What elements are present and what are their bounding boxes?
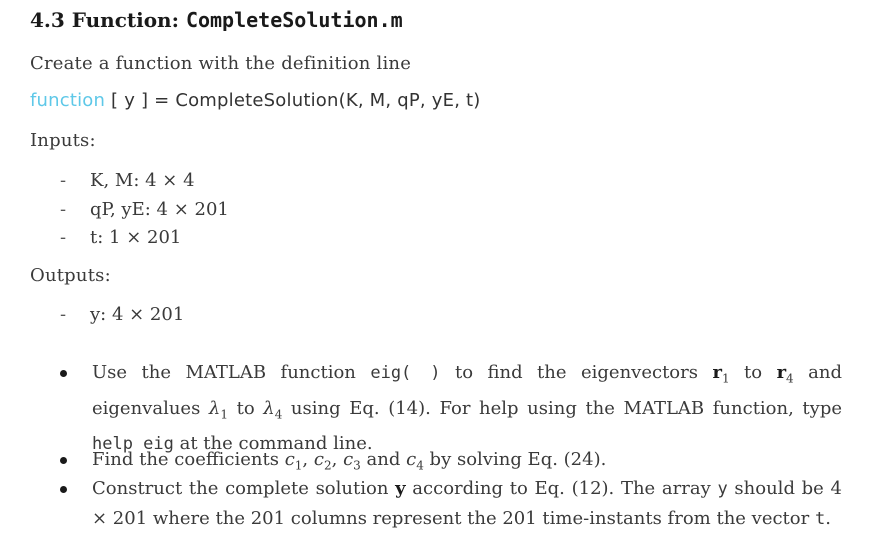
bullet-item-eigenvectors [30,358,842,459]
section-number: 4.3 Function: [30,8,179,32]
text-span: , [302,449,314,470]
dash-marker: - [60,170,67,191]
input-item-text: K, M: 4 × 4 [90,170,195,191]
text-span: and eigenvalues [92,362,842,419]
text-span: according to Eq. (12). The array [405,478,718,499]
text-span: Find the coefficients [92,449,285,470]
input-item [60,199,229,220]
subscript: 4 [786,371,794,386]
subscript: 2 [323,458,332,473]
coef-c: c [343,449,354,470]
text-span: to find the eigenvectors [440,362,713,383]
bullet-dot-icon [60,457,67,464]
bullet-text [92,358,842,459]
bullet-dot-icon [60,486,67,493]
coef-c: c [313,449,324,470]
subscript: 4 [274,407,283,422]
input-item-text: qP, yE: 4 × 201 [90,199,229,220]
text-span: to [729,362,777,383]
input-item-text: t: 1 × 201 [90,227,182,248]
text-span: to [227,397,264,419]
code-y: y [717,479,728,499]
intro-text: Create a function with the definition line [30,53,412,74]
outputs-label: Outputs: [30,265,111,286]
vector-y: y [395,478,406,499]
lambda-symbol: λ [208,397,221,419]
function-signature: [ y ] = CompleteSolution(K, M, qP, yE, t) [105,90,481,111]
function-filename: CompleteSolution.m [185,8,403,32]
code-help-eig: help eig [92,434,174,455]
dash-marker: - [60,199,67,220]
subscript: 3 [353,458,361,473]
text-span: Use the MATLAB function [92,362,371,383]
subscript: 4 [416,458,424,473]
text-span: and [360,449,407,470]
definition-line [30,90,481,111]
output-item-text: y: 4 × 201 [90,304,185,325]
text-span: should be 4 × 201 where the 201 columns represent the 201 time-instants from the vector [92,478,842,529]
input-item [60,170,195,191]
inputs-label: Inputs: [30,130,96,151]
vector-r: r [712,362,722,383]
bullet-text [92,474,842,534]
function-keyword: function [30,90,106,111]
subscript: 1 [721,371,730,386]
dash-marker: - [60,227,67,248]
dash-marker: - [60,304,67,325]
bullet-dot-icon [60,370,67,377]
bullet-item-complete-solution [30,474,842,534]
coef-c: c [406,449,417,470]
output-item [60,304,184,325]
text-span: at the command line. [173,433,373,455]
subscript: 1 [220,407,228,422]
document-page [30,0,850,546]
text-span: . [825,508,831,529]
code-t: t [814,509,826,529]
text-span: using Eq. (14). For help using the MATLAB function, type [282,397,843,419]
code-eig: eig( ) [370,363,441,383]
input-item [60,227,181,248]
section-heading [30,8,403,32]
coef-c: c [284,449,295,470]
subscript: 1 [294,458,303,473]
text-span: , [331,449,344,470]
text-span: by solving Eq. (24). [423,449,607,470]
lambda-symbol: λ [263,397,275,419]
text-span: Construct the complete solution [92,478,396,499]
vector-r: r [776,362,787,383]
